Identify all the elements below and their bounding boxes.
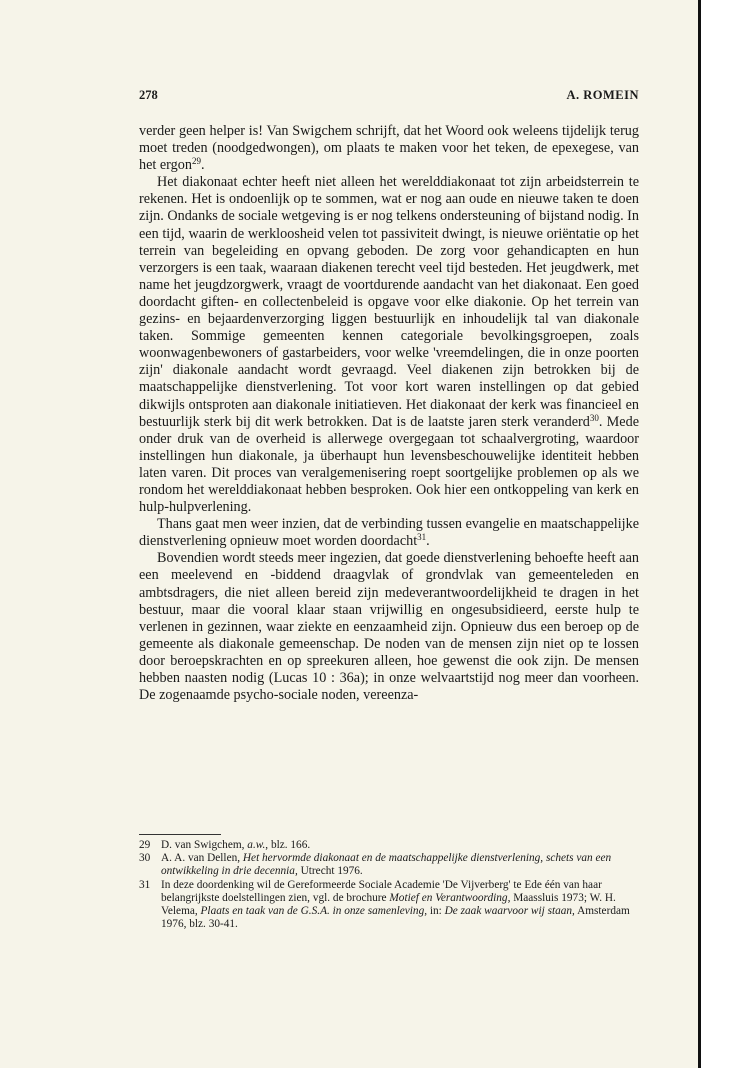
footnote-text: Utrecht 1976.: [297, 865, 363, 878]
paragraph-4: [139, 550, 639, 704]
page-header: [139, 88, 639, 106]
footnote-title: De zaak waarvoor wij staan,: [444, 905, 575, 918]
footnote-30: [139, 852, 639, 878]
paragraph-text: verder geen helper is! Van Swigchem schrijft, dat het Woord ook weleens tijdelijk terug moet treden (noodgedwongen), om plaats te maken voor het teken, de epexegese, van het ergon: [139, 123, 639, 174]
paragraph-text: Thans gaat men weer inzien, dat de verbinding tussen evangelie en maatschappelijke dienstverlening opnieuw moet worden doordacht: [139, 516, 639, 550]
footnote-separator: [139, 834, 221, 835]
paragraph-text-continued: . Mede onder druk van de overheid is allerwege overgegaan tot schaalvergroting, waardoor instellingen hun diakonale, ja überhaupt hun levensbeschouwelijke identiteit hebben laten varen. Dit proces van veralgemenisering roept soortgelijke problemen op als we rondom het werelddiakonaat hebben besproken. Ook hier een ontkoppeling van kerk en hulp-hulpverlening.: [139, 413, 639, 516]
footnote-text: , blz. 166.: [265, 839, 311, 851]
paragraph-end: .: [426, 533, 430, 550]
page-number: 278: [139, 88, 158, 102]
running-head: A. ROMEIN: [566, 88, 639, 102]
footnote-text: In deze doordenking wil de Gereformeerde Sociale Academie 'De Vijverberg' te Ede één van haar belangrijkste doelstellingen zien, vgl. de brochure: [161, 878, 602, 904]
paragraph-text: Het diakonaat echter heeft niet alleen het werelddiakonaat tot zijn arbeidsterrein te rekenen. Het is ondoenlijk op te sommen, wat er nog aan oude en nieuwe taken te doen zijn. Ondanks de sociale wetgeving is er nog telkens ondersteuning of bijstand nodig. In een tijd, waarin de werkloosheid velen tot passiviteit dwingt, is nieuwe oriëntatie op het terrein van begeleiding en opvang geboden. De zorg voor gehandicapten en hun verzorgers is een taak, waaraan diakenen terecht veel tijd besteden. Het jeugdwerk, met name het jeugdzorgwerk, vraagt de voortdurende aandacht van het diakonaat. Een goed doordacht giften- en collectenbeleid is opgave voor elke diakonie. Op het terrein van gezins- en bejaardenverzorging liggen bestuurlijk en inhoudelijk tal van diakonale taken. Sommige gemeenten kennen categoriale bevolkingsgroepen, zoals woonwagenbewoners of gastarbeiders, voor welke 'vreemdelingen, die in onze poorten zijn' diakonale aandacht wordt gevraagd. Veel diakenen zijn betrokken bij de maatschappelijke dienstverlening. Tot voor kort waren instellingen op dat gebied dikwijls ontsproten aan diakonale initiatieven. Het diakonaat der kerk was financieel en bestuurlijk sterk bij dit werk betrokken. Dat is de laatste jaren sterk veranderd: [139, 174, 640, 430]
footnote-ref-29: 29: [191, 156, 201, 167]
paragraph-end: .: [200, 157, 205, 174]
paragraph-1: [139, 123, 639, 174]
footnote-29: [139, 839, 639, 852]
footnote-number: 31: [139, 878, 151, 891]
footnote-text: A. A. van Dellen,: [161, 852, 243, 865]
paragraph-text: Bovendien wordt steeds meer ingezien, dat goede dienstverlening behoefte heeft aan een meelevend en -biddend draagvlak of grondvlak van gemeenteleden en ambtsdragers, die niet alleen bereid zijn medeverantwoordelijkheid te dragen in het bestuur, maar die vooral klaar staan vrijwillig en ongesubsidieerd, eerste hulp te verlenen in gezinnen, waar ziekte en eenzaamheid zijn. Opnieuw dus een beroep op de gemeente als diakonale gemeenschap. De noden van de mensen zijn niet op te lossen door beroepskrachten en op spreekuren alleen, hoe gewenst die ook zijn. De mensen hebben naasten nodig (Lucas 10 : 36a); in onze welvaartstijd nog meer dan voorheen. De zogenaamde psycho-sociale noden, vereenza-: [139, 550, 639, 704]
footnote-title: a.w.: [247, 839, 266, 851]
footnote-31: [139, 879, 639, 932]
footnote-number: 29: [139, 839, 151, 851]
body-text: [139, 123, 639, 704]
footnote-title: Plaats en taak van de G.S.A. in onze samenleving,: [200, 905, 428, 918]
footnote-text: Amsterdam 1976, blz. 30-41.: [161, 905, 630, 931]
footnote-text: Maassluis 1973; W. H. Velema,: [161, 891, 616, 918]
paragraph-2: [139, 174, 639, 516]
footnote-text: in:: [427, 905, 445, 918]
footnote-ref-30: 30: [589, 412, 599, 423]
footnote-ref-31: 31: [417, 532, 427, 543]
footnotes: [139, 839, 639, 931]
paragraph-3: [139, 516, 639, 550]
page-edge: [698, 0, 701, 1068]
footnote-title: Motief en Verantwoording,: [389, 891, 511, 904]
footnote-number: 30: [139, 852, 151, 865]
footnote-title: Het hervormde diakonaat en de maatschappelijke dienstverlening, schets van een ontwikkeling in drie decennia,: [161, 852, 612, 878]
footnote-text: D. van Swigchem,: [161, 839, 248, 851]
